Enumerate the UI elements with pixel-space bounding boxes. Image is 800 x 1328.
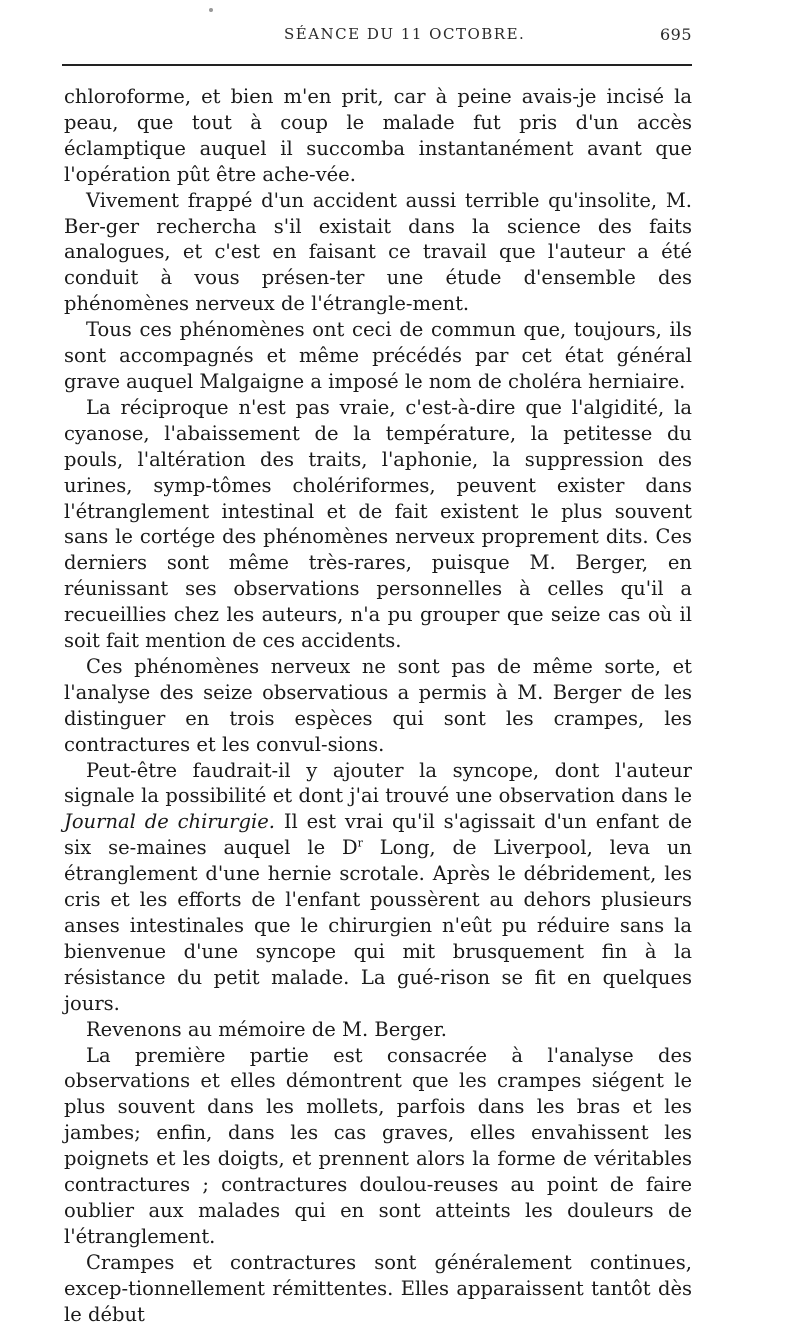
paragraph: Tous ces phénomènes ont ceci de commun que, toujours, ils sont accompagnés et même précédés par cet état général grave auquel Malgaigne a imposé le nom de choléra herniaire. — [64, 318, 692, 393]
running-head: SÉANCE DU 11 OCTOBRE. — [284, 25, 526, 43]
superscript: r — [357, 836, 363, 850]
paragraph-text: Il est vrai qu'il s'agissait d'un enfant de six se-maines auquel le D — [64, 810, 693, 860]
paragraph: Revenons au mémoire de M. Berger. — [86, 1017, 447, 1041]
page-header — [64, 25, 692, 47]
paragraph: chloroforme, et bien m'en prit, car à peine avais-je incisé la peau, que tout à coup le malade fut pris d'un accès éclamptique auquel il succomba instantanément avant que l'opération pût être ache-vée. — [64, 85, 692, 186]
paragraph: Vivement frappé d'un accident aussi terrible qu'insolite, M. Ber-ger rechercha s'il existait dans la science des faits analogues, et c'est en faisant ce travail que l'auteur a été conduit à vous présen-ter une étude d'ensemble des phénomènes nerveux de l'étrangle-ment. — [64, 188, 692, 316]
paragraph-text: Peut-être faudrait-il y ajouter la syncope, dont l'auteur signale la possibilité et dont j'ai trouvé une observation dans le — [64, 758, 692, 808]
paragraph: Ces phénomènes nerveux ne sont pas de même sorte, et l'analyse des seize observatious a permis à M. Berger de les distinguer en trois espèces qui sont les crampes, les contractures et les convul-sions. — [64, 654, 692, 756]
paragraph: Crampes et contractures sont généralement continues, excep-tionnellement rémittentes. Elles apparaissent tantôt dès le début — [64, 1250, 692, 1326]
paragraph: La première partie est consacrée à l'analyse des observations et elles démontrent que les crampes siégent le plus souvent dans les mollets, parfois dans les bras et les jambes; enfin, dans les cas graves, elles envahissent les poignets et les doigts, et prennent alors la forme de véritables contractures ; contractures doulou-reuses au point de faire oublier aux malades qui en sont atteints les douleurs de l'étranglement. — [64, 1043, 692, 1248]
paragraph: La réciproque n'est pas vraie, c'est-à-dire que l'algidité, la cyanose, l'abaissement de la température, la petitesse du pouls, l'altération des traits, l'aphonie, la suppression des urines, symp-tômes cholériformes, peuvent exister dans l'étranglement intestinal et de fait existent le plus souvent sans le cortége des phénomènes nerveux proprement dits. Ces derniers sont même très-rares, puisque M. Berger, en réunissant ses observations personnelles à celles qu'il a recueillies chez les auteurs, n'a pu grouper que seize cas où il soit fait mention de ces accidents. — [64, 395, 692, 653]
paragraph-text: Long, de Liverpool, leva un étranglement d'une hernie scrotale. Après le débridement, les cris et les efforts de l'enfant poussèrent au dehors plusieurs anses intestinales que le chirurgien n'eût pu réduire sans la bienvenue d'une syncope qui mit brusquement fin à la résistance du petit malade. La gué-rison se fit en quelques jours. — [64, 836, 692, 1015]
body-text — [64, 84, 692, 1328]
journal-title: Journal de chirurgie. — [64, 810, 275, 834]
paragraph — [64, 758, 692, 1017]
header-rule — [62, 64, 692, 66]
ink-speck — [209, 8, 213, 12]
page-number: 695 — [659, 25, 692, 44]
